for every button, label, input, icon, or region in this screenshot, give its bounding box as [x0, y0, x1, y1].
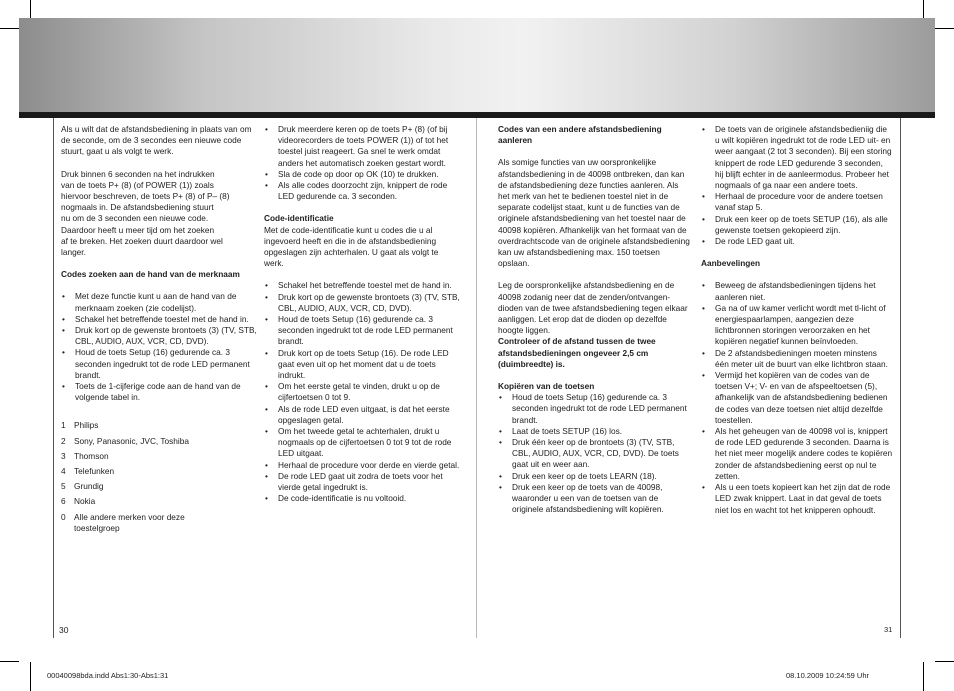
- paragraph: Leg de oorspronkelijke afstandsbediening en de 40098 zodanig neer dat de zenden/ontvangen-dioden van de twee afstandsbediening tegen elkaar aanliggen. Let erop dat de dioden op dezelfde hoogte liggen.: [498, 280, 688, 336]
- paragraph: Als somige functies van uw oorspronkelijke afstandsbediening in de 40098 ontbreken, dan kan de afstandsbediening deze functies aanleren. Als het merk van het te bedienen toestel niet in de separate codelijst staat, kunt u de functies van de originele afstandsbediening van het toestel naar de 40098 kopiëren. Afhankelijk van het formaat van de overdrachtscode van de originele afstandsbediening kan uw afstandsbediening max. 150 toetsen opslaan.: [498, 157, 690, 269]
- list-item: • Houd de toets Setup (16) gedurende ca. 3 seconden ingedrukt tot de rode LED permanent brandt.: [498, 392, 690, 426]
- list-item: • Druk een keer op de toets LEARN (18).: [498, 471, 690, 482]
- list-item: • Beweeg de afstandsbedieningen tijdens het aanleren niet.: [701, 280, 893, 302]
- section-heading: Code-identificatie: [264, 213, 334, 224]
- list-item: • Houd de toets Setup (16) gedurende ca. 3 seconden ingedrukt tot de rode LED permanent brandt.: [61, 347, 257, 381]
- list-item: • De rode LED gaat uit.: [701, 236, 893, 247]
- table-row: 4 Telefunken: [61, 466, 115, 477]
- table-row: 5 Grundig: [61, 481, 104, 492]
- crop-mark: [0, 661, 19, 662]
- list-item: • De 2 afstandsbedieningen moeten minstens één meter uit de buurt van elke lichtbron staan.: [701, 348, 893, 370]
- bullet-list: [701, 280, 893, 515]
- bullet-list: [701, 124, 893, 247]
- bullet-list: [264, 124, 460, 202]
- crop-mark: [923, 662, 924, 691]
- header-banner: [19, 18, 935, 112]
- timestamp: 08.10.2009 10:24:59 Uhr: [786, 671, 869, 680]
- list-item: • Druk kort op de toets Setup (16). De rode LED gaat even uit op het moment dat u de toets indrukt.: [264, 348, 460, 382]
- crop-mark: [935, 28, 954, 29]
- list-item: • Schakel het betreffende toestel met de hand in.: [264, 280, 460, 291]
- section-heading: Aanbevelingen: [701, 258, 761, 269]
- list-item: • De rode LED gaat uit zodra de toets voor het vierde getal ingedrukt is.: [264, 471, 460, 493]
- bullet-list: [264, 280, 460, 504]
- list-item: • De toets van de originele afstandsbedieniig die u wilt kopiëren ingedrukt tot de rode LED uit- en weer aangaat (2 tot 3 seconden). Bij een storing knippert de rode LED gedurende 3 seconden, hij blijft echter in de aanleermodus. Probeer het nogmaals of ga naar een andere toets.: [701, 124, 893, 191]
- paragraph: Met de code-identificatie kunt u codes die u al ingevoerd heeft en die in de afstandsbediening opgeslagen zijn achterhalen. U gaat als volgt te werk.: [264, 224, 439, 269]
- list-item: • Met deze functie kunt u aan de hand van de merknaam zoeken (zie codelijst).: [61, 291, 257, 313]
- list-item: • Druk meerdere keren op de toets P+ (8) (of bij videorecorders de toets POWER (1)) of tot het toestel juist reageert. Ga snel te werk omdat anders het automatisch zoeken gestart wordt.: [264, 124, 460, 169]
- table-row: 0 Alle andere merken voor deze toestelgroep: [61, 511, 185, 533]
- search-interval-paragraph: Druk binnen 6 seconden na het indrukken van de toets P+ (8) (of POWER (1)) zoals hiervoor beschreven, de toets P+ (8) of P– (8) nogmaals in. De afstandsbediening stuurt nu om de 3 seconden een nieuwe code. Daardoor heeft u meer tijd om het zoeken af te breken. Het zoeken duurt daardoor wel langer.: [61, 168, 230, 258]
- brand-code-table: [61, 420, 257, 534]
- crop-mark: [30, 662, 31, 691]
- list-item: • De code-identificatie is nu voltooid.: [264, 493, 460, 504]
- list-item: • Druk een keer op de toets SETUP (16), als alle gewenste toetsen gekopieerd zijn.: [701, 214, 893, 236]
- page-number-right: 31: [884, 625, 893, 634]
- bold-note: Controleer of de afstand tussen de twee afstandsbedieningen ongeveer 2,5 cm (duimbreedte) is.: [498, 336, 656, 369]
- crop-mark: [923, 0, 924, 18]
- list-item: • Als het geheugen van de 40098 vol is, knippert de rode LED gedurende 3 seconden. Daarna is het niet meer mogelijk andere codes te kopiëren zonder de afstandsbediening eerst op nul te zetten.: [701, 426, 893, 482]
- list-item: • Vermijd het kopiëren van de codes van de toetsen V+; V- en van de afspeeltoetsen (5), afhankelijk van de afstandsbediening bedienen de codes van deze toetsen niet altijd dezelfde toestellen.: [701, 370, 893, 426]
- page-fold: [476, 118, 477, 638]
- list-item: • Toets de 1-cijferige code aan de hand van de volgende tabel in.: [61, 381, 257, 403]
- table-row: 2 Sony, Panasonic, JVC, Toshiba: [61, 435, 189, 446]
- list-item: • Als u een toets kopieert kan het zijn dat de rode LED zwak knippert. Laat in dat geval de toets niet los en wacht tot het knipperen ophoudt.: [701, 482, 893, 516]
- bullet-list: [61, 291, 257, 403]
- column-3: [498, 124, 690, 516]
- column-1: [61, 124, 257, 538]
- list-item: • Druk een keer op de toets van de 40098, waaronder u een van de toetsen van de originele afstandsbediening wilt kopiëren.: [498, 482, 690, 516]
- list-item: • Druk kort op de gewenste brontoets (3) (TV, STB, CBL, AUDIO, AUX, VCR, CD, DVD).: [264, 292, 460, 314]
- list-item: • Herhaal de procedure voor de andere toetsen vanaf stap 5.: [701, 191, 893, 213]
- list-item: • Als alle codes doorzocht zijn, knippert de rode LED gedurende ca. 3 seconden.: [264, 180, 460, 202]
- column-4: [701, 124, 893, 516]
- column-2: [264, 124, 460, 505]
- list-item: • Sla de code op door op OK (10) te drukken.: [264, 169, 460, 180]
- list-item: • Druk één keer op de brontoets (3) (TV, STB, CBL, AUDIO, AUX, VCR, CD, DVD). De toets gaat uit en weer aan.: [498, 437, 690, 471]
- list-item: • Herhaal de procedure voor derde en vierde getal.: [264, 460, 460, 471]
- crop-mark: [935, 661, 954, 662]
- section-heading: Kopiëren van de toetsen: [498, 381, 595, 392]
- section-heading: Codes van een andere afstandsbediening aanleren: [498, 124, 662, 146]
- list-item: • Druk kort op de gewenste brontoets (3) (TV, STB, CBL, AUDIO, AUX, VCR, CD, DVD).: [61, 325, 257, 347]
- intro-paragraph: Als u wilt dat de afstandsbediening in plaats van om de seconde, om de 3 secondes een nieuwe code stuurt, gaat u als volgt te werk.: [61, 124, 252, 157]
- list-item: • Laat de toets SETUP (16) los.: [498, 426, 690, 437]
- list-item: • Houd de toets Setup (16) gedurende ca. 3 seconden ingedrukt tot de rode LED permanent brandt.: [264, 314, 460, 348]
- list-item: • Schakel het betreffende toestel met de hand in.: [61, 314, 257, 325]
- section-heading: Codes zoeken aan de hand van de merknaam: [61, 269, 240, 280]
- table-row: 3 Thomson: [61, 450, 109, 461]
- list-item: • Om het eerste getal te vinden, drukt u op de cijfertoetsen 0 tot 9.: [264, 381, 460, 403]
- table-row: 1 Philips: [61, 420, 99, 431]
- list-item: • Om het tweede getal te achterhalen, drukt u nogmaals op de cijfertoetsen 0 tot 9 tot de rode LED uitgaat.: [264, 426, 460, 460]
- crop-mark: [30, 0, 31, 18]
- table-row: 6 Nokia: [61, 496, 96, 507]
- file-info: 00040098bda.indd Abs1:30-Abs1:31: [47, 671, 169, 680]
- list-item: • Als de rode LED even uitgaat, is dat het eerste opgeslagen getal.: [264, 404, 460, 426]
- list-item: • Ga na of uw kamer verlicht wordt met tl-licht of energiespaarlampen, aangezien deze lichtbronnen storingen veroorzaken en het kopiëren negatief kunnen beïnvloeden.: [701, 303, 893, 348]
- crop-mark: [0, 28, 19, 29]
- page-number-left: 30: [59, 625, 69, 635]
- bullet-list: [498, 392, 690, 515]
